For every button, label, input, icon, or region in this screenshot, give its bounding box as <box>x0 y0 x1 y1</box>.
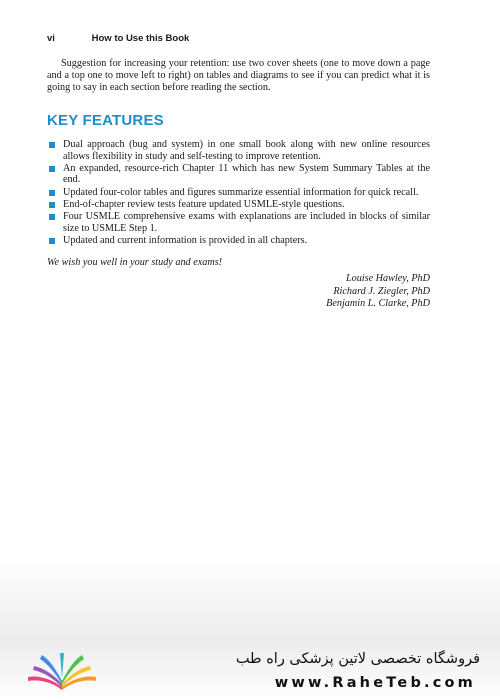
running-title: How to Use this Book <box>91 33 190 44</box>
author-name: Louise Hawley, PhD <box>345 273 430 285</box>
feature-text: Dual approach (bug and system) in one small book along with new online resources allows flexibility in study and self-testing to improve retention. <box>63 139 430 162</box>
page-number: vi <box>47 33 55 44</box>
feature-item <box>47 139 430 162</box>
feature-text: An expanded, resource-rich Chapter 11 which has new System Summary Tables at the end. <box>63 162 430 186</box>
open-book-rainbow-icon <box>22 635 102 695</box>
feature-item <box>47 199 430 211</box>
feature-text: Updated four-color tables and figures summarize essential information for quick recall. <box>63 186 419 198</box>
feature-text: Four USMLE comprehensive exams with explanations are included in blocks of similar size to USMLE Step 1. <box>63 210 430 234</box>
square-bullet-icon <box>49 142 55 148</box>
square-bullet-icon <box>49 214 55 220</box>
running-header <box>47 33 467 44</box>
feature-item <box>47 211 430 234</box>
square-bullet-icon <box>49 202 55 208</box>
page-body <box>47 58 430 311</box>
author-list <box>47 273 430 311</box>
website-url: www.RaheTeb.com <box>274 675 476 691</box>
square-bullet-icon <box>49 190 55 196</box>
feature-text: End-of-chapter review tests feature updated USMLE-style questions. <box>63 198 345 210</box>
feature-list <box>47 139 430 246</box>
section-heading: KEY FEATURES <box>47 112 164 129</box>
author-name: Richard J. Ziegler, PhD <box>333 285 430 297</box>
shop-name: فروشگاه تخصصی لاتین پزشکی راه طب <box>235 651 480 667</box>
author-name: Benjamin L. Clarke, PhD <box>326 298 430 310</box>
feature-item <box>47 163 430 186</box>
intro-paragraph: Suggestion for increasing your retention: use two cover sheets (one to move down a page and a top one to move left to right) on tables and diagrams to see if you can predict what it is going to say in each section before reading the section. <box>47 58 430 93</box>
feature-item <box>47 187 430 199</box>
square-bullet-icon <box>49 166 55 172</box>
feature-text: Updated and current information is provided in all chapters. <box>63 234 308 246</box>
square-bullet-icon <box>49 238 55 244</box>
feature-item <box>47 235 430 247</box>
closing-line: We wish you well in your study and exams! <box>47 257 223 269</box>
